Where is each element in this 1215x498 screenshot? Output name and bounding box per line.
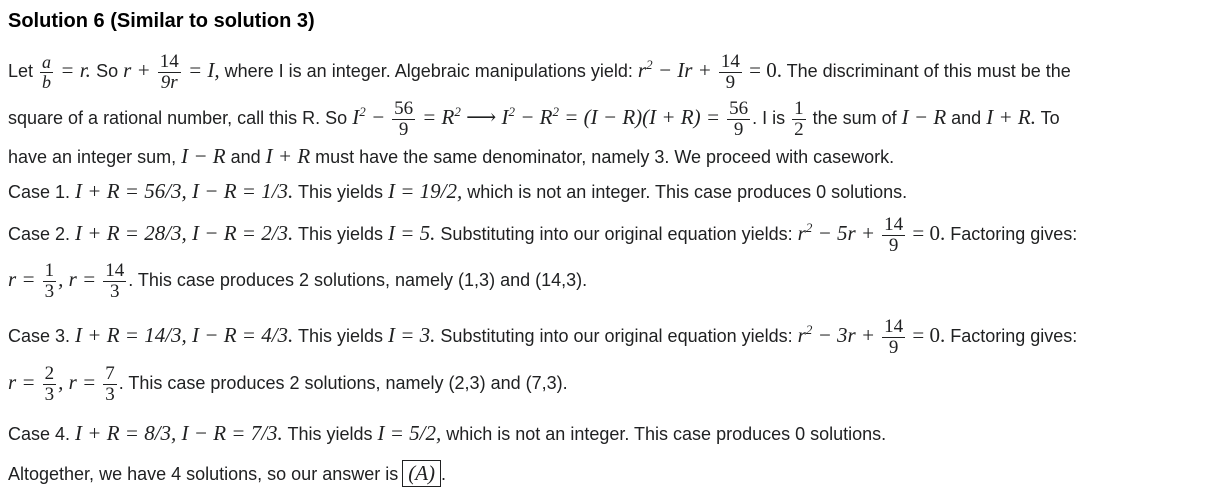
math: r =	[8, 370, 36, 395]
text: .	[441, 464, 447, 484]
text: and	[946, 108, 987, 129]
math: I − R	[181, 144, 226, 168]
text: Case 4.	[8, 424, 76, 444]
math: , r =	[58, 370, 97, 395]
solution-title: Solution 6 (Similar to solution 3)	[8, 10, 315, 32]
text: This yields	[282, 424, 378, 444]
case-1	[8, 181, 907, 202]
math: I = 5/2,	[377, 421, 442, 445]
fraction-7-over-3: $\frac{7}{3}$	[105, 363, 115, 405]
fraction-14-over-9r: $\frac{14}{9r}$	[159, 51, 179, 93]
math: I = 5.	[388, 221, 436, 246]
math: = 0.	[907, 323, 946, 348]
text: Factoring gives:	[945, 326, 1078, 347]
fraction-14-over-9: $\frac{14}{9}$	[884, 316, 904, 358]
math: I + R = 56/3, I − R = 1/3.	[75, 179, 294, 203]
math: r +	[123, 58, 151, 83]
case-3-line-2	[8, 364, 568, 405]
math: I = 19/2,	[388, 179, 463, 203]
text: To	[1035, 108, 1060, 129]
math: r =	[8, 267, 36, 292]
boxed-answer: (A)	[402, 460, 441, 487]
fraction-1-over-3: $\frac{1}{3}$	[44, 260, 55, 302]
paragraph-line-1	[8, 52, 1071, 93]
paragraph-line-2	[8, 99, 1060, 140]
math: = $R^2$ ⟶ $I^2 - R^2 = (I - R)(I + R)$ =	[422, 104, 721, 130]
math: = 0.	[743, 58, 782, 83]
math: $r^2 - 3r$ +	[797, 322, 876, 348]
text: . This case produces 2 solutions, namely (1,3) and (14,3).	[128, 270, 588, 291]
text: This yields	[293, 182, 388, 202]
text: where I is an integer. Algebraic manipulations yield:	[219, 61, 638, 82]
fraction-14-over-3: $\frac{14}{3}$	[105, 260, 125, 302]
text: This yields	[293, 224, 388, 245]
math: I + R = 8/3, I − R = 7/3.	[75, 421, 283, 445]
final-answer-line	[8, 460, 446, 487]
text: which is not an integer. This case produces 0 solutions.	[441, 424, 887, 444]
text: the sum of	[807, 108, 902, 129]
math: = r.	[55, 58, 97, 83]
text: This yields	[293, 326, 388, 347]
text: Factoring gives:	[945, 224, 1078, 245]
math: = I,	[182, 58, 220, 83]
text: Let	[8, 61, 34, 82]
text: square of a rational number, call this R. So	[8, 108, 353, 129]
math: $r^2 - 5r$ +	[797, 220, 876, 246]
text: . I is	[752, 108, 786, 129]
math: $I^2$ −	[352, 104, 386, 130]
fraction-1-over-2: $\frac{1}{2}$	[794, 98, 804, 140]
text: have an integer sum,	[8, 147, 182, 167]
case-4	[8, 423, 886, 444]
fraction-2-over-3: $\frac{2}{3}$	[44, 363, 55, 405]
case-3-line-1	[8, 317, 1077, 358]
text: and	[225, 147, 266, 167]
case-2-line-2	[8, 261, 587, 302]
text: Case 2.	[8, 224, 76, 245]
fraction-a-over-b: $\frac{a}{b}$	[42, 52, 52, 92]
text: Altogether, we have 4 solutions, so our answer is	[8, 464, 399, 484]
text: Substituting into our original equation yields:	[435, 326, 798, 347]
paragraph-line-3	[8, 146, 894, 167]
math: = 0.	[907, 221, 946, 246]
math: I + R = 28/3, I − R = 2/3.	[75, 221, 294, 246]
fraction-14-over-9: $\frac{14}{9}$	[720, 51, 740, 93]
text: The discriminant of this must be the	[781, 61, 1071, 82]
text: must have the same denominator, namely 3. We proceed with casework.	[310, 147, 895, 167]
text: . This case produces 2 solutions, namely (2,3) and (7,3).	[118, 373, 568, 394]
text: Case 1.	[8, 182, 76, 202]
text: which is not an integer. This case produces 0 solutions.	[462, 182, 908, 202]
text: Case 3.	[8, 326, 76, 347]
fraction-14-over-9: $\frac{14}{9}$	[884, 214, 904, 256]
math: I + R	[265, 144, 311, 168]
math: I − R	[901, 105, 947, 130]
math: I + R = 14/3, I − R = 4/3.	[75, 323, 294, 348]
fraction-56-over-9: $\frac{56}{9}$	[394, 98, 414, 140]
text: Substituting into our original equation yields:	[435, 224, 798, 245]
case-2-line-1	[8, 215, 1077, 256]
math: , r =	[58, 267, 97, 292]
math: I = 3.	[388, 323, 436, 348]
fraction-56-over-9: $\frac{56}{9}$	[729, 98, 749, 140]
math: $r^2 - Ir$ +	[637, 57, 712, 83]
math: I + R.	[986, 105, 1036, 130]
text: So	[96, 61, 119, 82]
